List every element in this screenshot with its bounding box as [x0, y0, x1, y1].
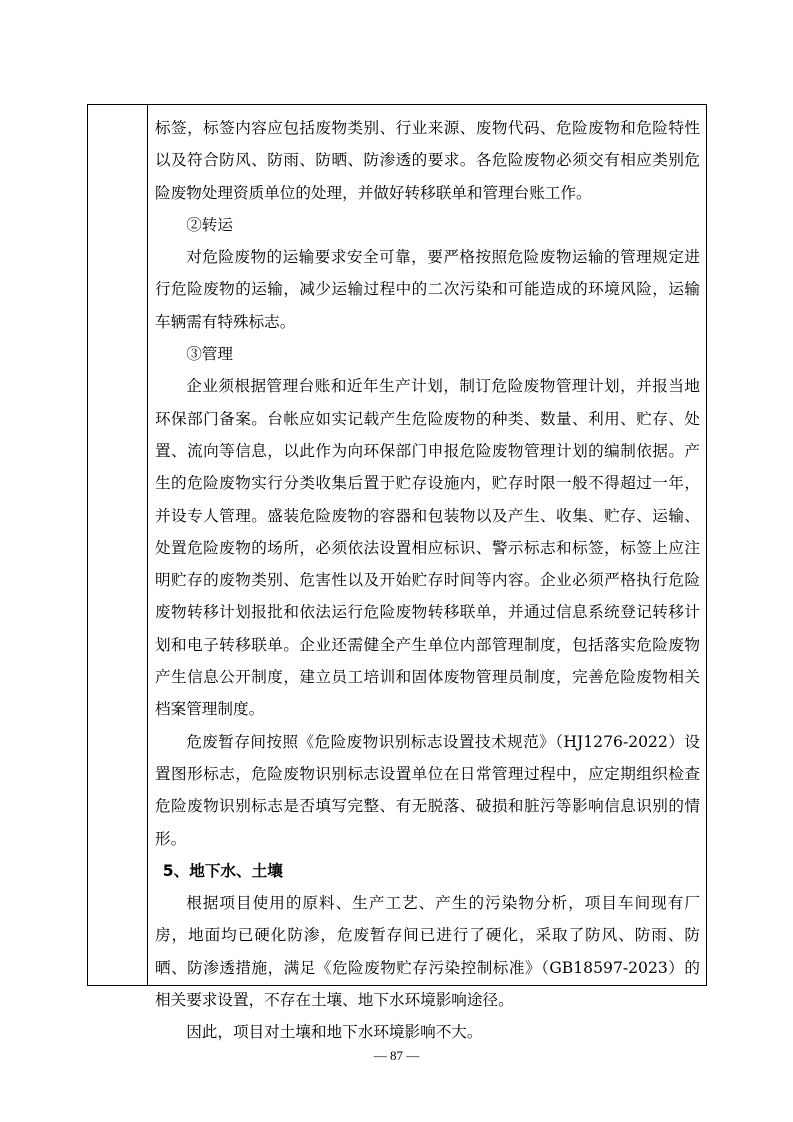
- paragraph-conclusion: 因此，项目对土壤和地下水环境影响不大。: [186, 1023, 483, 1042]
- paragraph-label-requirements: 标签，标签内容应包括废物类别、行业来源、废物代码、危险废物和危险特性以及符合防风、防雨、防晒、防渗透的要求。各危险废物必须交有相应类别危险废物处理资质单位的处理，并做好转移联单和管理台账工作。: [155, 119, 700, 202]
- section-heading-groundwater-soil: 5、地下水、土壤: [162, 861, 283, 880]
- column-divider: [147, 105, 148, 985]
- page-number: — 87 —: [373, 1048, 420, 1063]
- paragraph-groundwater-analysis: 根据项目使用的原料、生产工艺、产生的污染物分析，项目车间现有厂房，地面均已硬化防渗，危废暂存间已进行了硬化，采取了防风、防雨、防晒、防渗透措施，满足《危险废物贮存污染控制标准》（GB18597-2023）的相关要求设置，不存在土壤、地下水环境影响途径。: [155, 894, 700, 1010]
- paragraph-management: 企业须根据管理台账和近年生产计划，制订危险废物管理计划，并报当地环保部门备案。台帐应如实记载产生危险废物的种类、数量、利用、贮存、处置、流向等信息，以此作为向环保部门申报危险废物管理计划的编制依据。产生的危险废物实行分类收集后置于贮存设施内，贮存时限一般不得超过一年，并设专人管理。盛装危险废物的容器和包装物以及产生、收集、贮存、运输、处置危险废物的场所，必须依法设置相应标识、警示标志和标签，标签上应注明贮存的废物类别、危害性以及开始贮存时间等内容。企业必须严格执行危险废物转移计划报批和依法运行危险废物转移联单，并通过信息系统登记转移计划和电子转移联单。企业还需健全产生单位内部管理制度，包括落实危险废物产生信息公开制度，建立员工培训和固体废物管理员制度，完善危险废物相关档案管理制度。: [155, 377, 700, 719]
- subheading-management: ③管理: [186, 345, 233, 364]
- paragraph-storage-signs: 危废暂存间按照《危险废物识别标志设置技术规范》（HJ1276-2022）设置图形标志，危险废物识别标志设置单位在日常管理过程中，应定期组织检查危险废物识别标志是否填写完整、有无脱落、破损和脏污等影响信息识别的情形。: [155, 732, 700, 848]
- subheading-transport: ②转运: [186, 215, 233, 234]
- paragraph-transport: 对危险废物的运输要求安全可靠，要严格按照危险废物运输的管理规定进行危险废物的运输，减少运输过程中的二次污染和可能造成的环境风险，运输车辆需有特殊标志。: [155, 248, 700, 331]
- main-text: [155, 112, 700, 1049]
